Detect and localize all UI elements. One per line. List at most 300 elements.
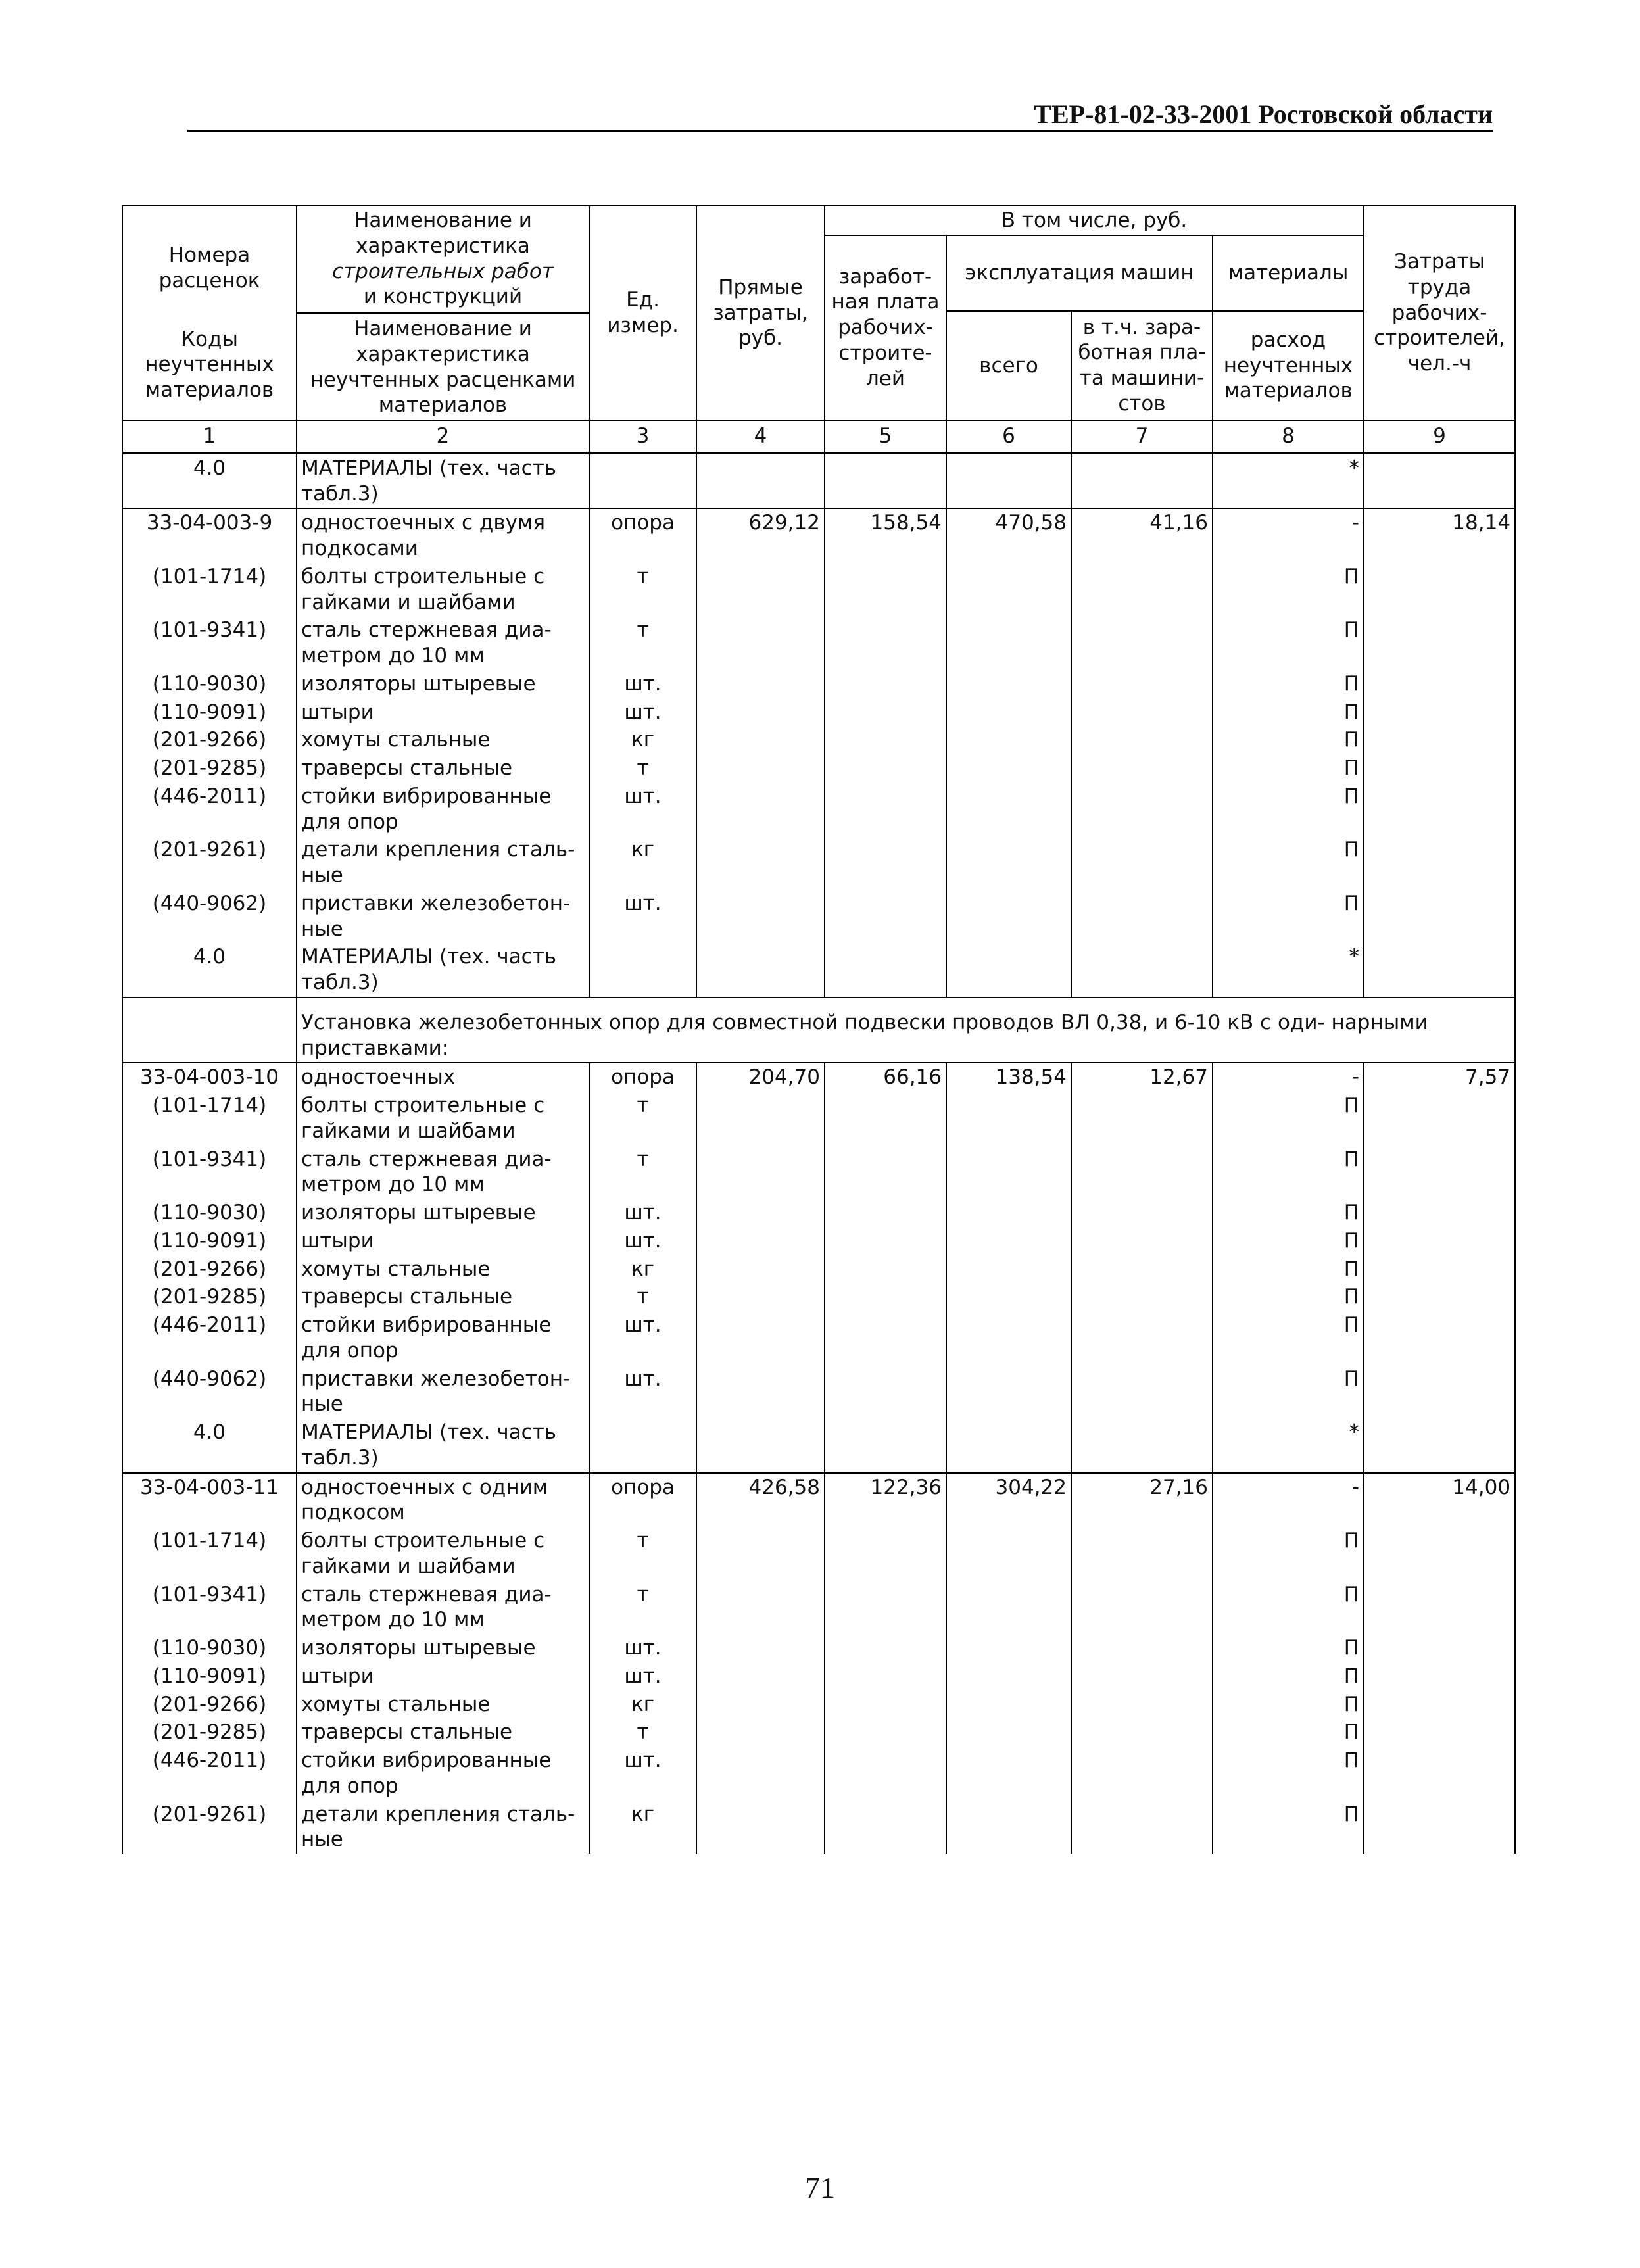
row-direct-cost <box>696 670 825 698</box>
row-materials: П <box>1213 1227 1364 1255</box>
row-labor: 7,57 <box>1364 1063 1515 1092</box>
row-name: приставки железобетон- ные <box>297 1365 589 1419</box>
row-unit: шт. <box>589 783 696 836</box>
header-labor: Затраты труда рабочих- строителей, чел.-ч <box>1364 206 1515 420</box>
header-machines-wages: в т.ч. зара- ботная пла- та машини- стов <box>1071 311 1213 420</box>
row-direct-cost <box>696 1283 825 1311</box>
table-row <box>122 1146 1515 1199</box>
row-wages: 122,36 <box>825 1473 946 1528</box>
row-machines-total <box>946 1634 1071 1662</box>
row-code: (201-9285) <box>122 754 297 783</box>
row-unit: т <box>589 1527 696 1581</box>
row-machines-total <box>946 1418 1071 1473</box>
row-code: (201-9266) <box>122 726 297 754</box>
row-unit: шт. <box>589 1227 696 1255</box>
row-direct-cost <box>696 890 825 944</box>
row-labor <box>1364 754 1515 783</box>
row-materials: П <box>1213 1800 1364 1854</box>
row-name: хомуты стальные <box>297 726 589 754</box>
row-machines-total <box>946 1662 1071 1691</box>
table-row <box>122 1092 1515 1146</box>
column-number: 7 <box>1071 420 1213 453</box>
row-name: сталь стержневая диа- метром до 10 мм <box>297 1581 589 1635</box>
table-row <box>122 1581 1515 1635</box>
row-wages <box>825 563 946 617</box>
row-materials: П <box>1213 1255 1364 1284</box>
row-code: (446-2011) <box>122 1311 297 1365</box>
row-labor <box>1364 1634 1515 1662</box>
row-direct-cost <box>696 1311 825 1365</box>
row-machines-wages <box>1071 698 1213 727</box>
row-unit: т <box>589 754 696 783</box>
header-rule <box>187 130 1493 132</box>
row-unit: т <box>589 1718 696 1747</box>
row-code: (101-9341) <box>122 616 297 670</box>
row-name: МАТЕРИАЛЫ (тех. часть табл.3) <box>297 943 589 998</box>
row-direct-cost <box>696 616 825 670</box>
row-unit: шт. <box>589 670 696 698</box>
table-row <box>122 1365 1515 1419</box>
row-machines-total <box>946 783 1071 836</box>
row-machines-wages <box>1071 754 1213 783</box>
section-title: Установка железобетонных опор для совместной подвески проводов ВЛ 0,38, и 6-10 кВ с оди- нарными приставками: <box>297 998 1515 1063</box>
row-name: сталь стержневая диа- метром до 10 мм <box>297 1146 589 1199</box>
row-code: 33-04-003-11 <box>122 1473 297 1528</box>
row-machines-wages <box>1071 1365 1213 1419</box>
row-code: 4.0 <box>122 453 297 509</box>
row-machines-total <box>946 1365 1071 1419</box>
row-machines-total: 138,54 <box>946 1063 1071 1092</box>
row-unit: опора <box>589 508 696 563</box>
header-materials-sub: расход неучтенных материалов <box>1213 311 1364 420</box>
row-machines-wages <box>1071 1634 1213 1662</box>
row-name: штыри <box>297 698 589 727</box>
row-materials: П <box>1213 836 1364 890</box>
row-labor: 14,00 <box>1364 1473 1515 1528</box>
row-materials: П <box>1213 1634 1364 1662</box>
header-unit: Ед. измер. <box>589 206 696 420</box>
column-number: 1 <box>122 420 297 453</box>
row-materials: П <box>1213 1691 1364 1719</box>
table-row <box>122 726 1515 754</box>
row-machines-wages <box>1071 453 1213 509</box>
row-direct-cost <box>696 754 825 783</box>
row-machines-wages <box>1071 1146 1213 1199</box>
table-row <box>122 890 1515 944</box>
row-materials: П <box>1213 616 1364 670</box>
row-unit <box>589 453 696 509</box>
row-materials: П <box>1213 1283 1364 1311</box>
row-direct-cost <box>696 1146 825 1199</box>
row-wages <box>825 890 946 944</box>
row-name: болты строительные с гайками и шайбами <box>297 1092 589 1146</box>
row-name: штыри <box>297 1227 589 1255</box>
row-machines-wages <box>1071 1747 1213 1800</box>
row-machines-total <box>946 754 1071 783</box>
row-unit: кг <box>589 1255 696 1284</box>
row-labor <box>1364 1662 1515 1691</box>
row-wages <box>825 1227 946 1255</box>
row-name: детали крепления сталь- ные <box>297 1800 589 1854</box>
row-direct-cost <box>696 1662 825 1691</box>
row-labor <box>1364 1255 1515 1284</box>
row-wages <box>825 754 946 783</box>
section-spacer <box>122 998 297 1063</box>
row-code: (101-9341) <box>122 1581 297 1635</box>
column-number: 3 <box>589 420 696 453</box>
row-machines-wages: 41,16 <box>1071 508 1213 563</box>
row-unit: т <box>589 1581 696 1635</box>
row-machines-wages <box>1071 1418 1213 1473</box>
row-materials: П <box>1213 1199 1364 1227</box>
column-number: 2 <box>297 420 589 453</box>
table-row <box>122 453 1515 509</box>
table-row <box>122 616 1515 670</box>
row-direct-cost <box>696 726 825 754</box>
row-wages <box>825 783 946 836</box>
row-machines-total <box>946 726 1071 754</box>
row-machines-total <box>946 1718 1071 1747</box>
row-name: штыри <box>297 1662 589 1691</box>
row-machines-total <box>946 1311 1071 1365</box>
row-code: 4.0 <box>122 943 297 998</box>
row-wages <box>825 1283 946 1311</box>
row-machines-wages <box>1071 1199 1213 1227</box>
row-wages <box>825 1527 946 1581</box>
row-direct-cost <box>696 783 825 836</box>
row-code: (101-1714) <box>122 1527 297 1581</box>
row-materials: * <box>1213 453 1364 509</box>
row-code: (101-1714) <box>122 563 297 617</box>
row-machines-wages <box>1071 1311 1213 1365</box>
row-unit: т <box>589 1146 696 1199</box>
row-labor <box>1364 1146 1515 1199</box>
row-unit: шт. <box>589 1662 696 1691</box>
row-unit: опора <box>589 1473 696 1528</box>
row-machines-total <box>946 836 1071 890</box>
header-wages: заработ- ная плата рабочих- строите- лей <box>825 235 946 420</box>
row-code: (110-9091) <box>122 1227 297 1255</box>
row-wages <box>825 1146 946 1199</box>
running-header: ТЕР-81-02-33-2001 Ростовской области <box>1034 99 1493 129</box>
row-name: МАТЕРИАЛЫ (тех. часть табл.3) <box>297 1418 589 1473</box>
row-direct-cost <box>696 1800 825 1854</box>
row-materials: П <box>1213 698 1364 727</box>
row-machines-total <box>946 1199 1071 1227</box>
row-direct-cost <box>696 1199 825 1227</box>
row-labor <box>1364 616 1515 670</box>
row-code: (110-9091) <box>122 1662 297 1691</box>
row-direct-cost <box>696 698 825 727</box>
row-name: МАТЕРИАЛЫ (тех. часть табл.3) <box>297 453 589 509</box>
row-unit: шт. <box>589 1365 696 1419</box>
header-materials: материалы <box>1213 235 1364 311</box>
row-labor <box>1364 563 1515 617</box>
row-machines-wages <box>1071 1092 1213 1146</box>
row-machines-total <box>946 1092 1071 1146</box>
row-direct-cost: 204,70 <box>696 1063 825 1092</box>
table-row <box>122 1634 1515 1662</box>
row-materials: * <box>1213 943 1364 998</box>
row-unit: шт. <box>589 1199 696 1227</box>
row-machines-total <box>946 1283 1071 1311</box>
row-wages <box>825 1581 946 1635</box>
table-body-second <box>122 1063 1515 1854</box>
row-code: (101-9341) <box>122 1146 297 1199</box>
row-direct-cost <box>696 1527 825 1581</box>
header-col1-top: Номера расценок <box>158 243 260 293</box>
row-direct-cost <box>696 1227 825 1255</box>
table-row <box>122 754 1515 783</box>
row-materials: П <box>1213 1527 1364 1581</box>
row-wages <box>825 836 946 890</box>
row-machines-total <box>946 1146 1071 1199</box>
row-code: (201-9261) <box>122 1800 297 1854</box>
table-row <box>122 1691 1515 1719</box>
row-labor <box>1364 1800 1515 1854</box>
row-materials: П <box>1213 890 1364 944</box>
row-wages <box>825 943 946 998</box>
row-wages <box>825 1691 946 1719</box>
table-row <box>122 670 1515 698</box>
row-machines-total <box>946 1227 1071 1255</box>
header-col2-bottom: Наименование и характеристика неучтенных расценками материалов <box>310 317 576 418</box>
row-machines-total <box>946 453 1071 509</box>
row-code: (201-9285) <box>122 1283 297 1311</box>
row-machines-wages <box>1071 1800 1213 1854</box>
table-row <box>122 1227 1515 1255</box>
row-unit: шт. <box>589 698 696 727</box>
header-direct: Прямые затраты, руб. <box>696 206 825 420</box>
column-number: 6 <box>946 420 1071 453</box>
row-materials: - <box>1213 508 1364 563</box>
row-wages <box>825 1718 946 1747</box>
row-materials: - <box>1213 1473 1364 1528</box>
row-machines-total: 470,58 <box>946 508 1071 563</box>
table-row <box>122 1255 1515 1284</box>
header-machines-total: всего <box>946 311 1071 420</box>
header-codes <box>122 206 297 420</box>
row-unit: кг <box>589 836 696 890</box>
table-row <box>122 1527 1515 1581</box>
row-name: стойки вибрированные для опор <box>297 783 589 836</box>
row-code: 33-04-003-10 <box>122 1063 297 1092</box>
row-direct-cost <box>696 1092 825 1146</box>
row-materials: П <box>1213 1092 1364 1146</box>
row-machines-wages <box>1071 1527 1213 1581</box>
row-labor <box>1364 943 1515 998</box>
column-number: 8 <box>1213 420 1364 453</box>
row-unit: т <box>589 616 696 670</box>
row-code: (201-9285) <box>122 1718 297 1747</box>
row-wages <box>825 1747 946 1800</box>
row-machines-wages <box>1071 1227 1213 1255</box>
row-code: (101-1714) <box>122 1092 297 1146</box>
row-name: изоляторы штыревые <box>297 1634 589 1662</box>
row-wages <box>825 616 946 670</box>
row-code: (201-9261) <box>122 836 297 890</box>
row-direct-cost <box>696 1718 825 1747</box>
row-direct-cost <box>696 1747 825 1800</box>
row-code: (110-9030) <box>122 670 297 698</box>
row-unit: шт. <box>589 1747 696 1800</box>
row-unit: кг <box>589 1800 696 1854</box>
row-code: (110-9030) <box>122 1634 297 1662</box>
row-wages <box>825 670 946 698</box>
header-names <box>297 206 589 420</box>
row-machines-wages <box>1071 1283 1213 1311</box>
row-machines-wages <box>1071 836 1213 890</box>
row-direct-cost <box>696 943 825 998</box>
row-machines-total <box>946 943 1071 998</box>
row-unit <box>589 943 696 998</box>
row-code: (440-9062) <box>122 890 297 944</box>
row-labor <box>1364 670 1515 698</box>
header-col2-line2: характеристика <box>356 233 530 258</box>
row-direct-cost: 629,12 <box>696 508 825 563</box>
row-labor <box>1364 836 1515 890</box>
row-machines-total <box>946 1581 1071 1635</box>
section-row <box>122 998 1515 1063</box>
row-labor <box>1364 1365 1515 1419</box>
row-labor <box>1364 1311 1515 1365</box>
row-materials: П <box>1213 670 1364 698</box>
row-unit: т <box>589 1092 696 1146</box>
column-number: 4 <box>696 420 825 453</box>
row-name: изоляторы штыревые <box>297 1199 589 1227</box>
row-name: одностоечных с одним подкосом <box>297 1473 589 1528</box>
row-machines-total <box>946 563 1071 617</box>
row-materials: - <box>1213 1063 1364 1092</box>
table-row <box>122 943 1515 998</box>
table-row <box>122 1800 1515 1854</box>
table-row <box>122 508 1515 563</box>
row-labor <box>1364 1527 1515 1581</box>
row-machines-total <box>946 616 1071 670</box>
row-machines-total <box>946 890 1071 944</box>
row-machines-wages <box>1071 670 1213 698</box>
table-header <box>122 206 1515 453</box>
row-wages <box>825 726 946 754</box>
row-wages <box>825 1800 946 1854</box>
row-code: (110-9030) <box>122 1199 297 1227</box>
section-block <box>122 998 1515 1063</box>
row-materials: П <box>1213 1662 1364 1691</box>
row-code: 33-04-003-9 <box>122 508 297 563</box>
row-labor <box>1364 890 1515 944</box>
row-labor <box>1364 1691 1515 1719</box>
row-name: одностоечных <box>297 1063 589 1092</box>
table-row <box>122 1418 1515 1473</box>
row-name: траверсы стальные <box>297 754 589 783</box>
row-machines-wages <box>1071 1718 1213 1747</box>
row-wages <box>825 1662 946 1691</box>
row-machines-wages: 27,16 <box>1071 1473 1213 1528</box>
row-wages: 66,16 <box>825 1063 946 1092</box>
row-labor <box>1364 1283 1515 1311</box>
row-machines-wages <box>1071 726 1213 754</box>
row-direct-cost <box>696 1255 825 1284</box>
row-direct-cost: 426,58 <box>696 1473 825 1528</box>
row-unit: опора <box>589 1063 696 1092</box>
row-wages <box>825 698 946 727</box>
row-wages <box>825 1634 946 1662</box>
row-machines-wages <box>1071 783 1213 836</box>
table-row <box>122 563 1515 617</box>
row-labor <box>1364 1718 1515 1747</box>
row-machines-total <box>946 1255 1071 1284</box>
row-labor <box>1364 1092 1515 1146</box>
column-number: 9 <box>1364 420 1515 453</box>
row-unit: т <box>589 563 696 617</box>
row-labor <box>1364 453 1515 509</box>
table-row <box>122 698 1515 727</box>
page-number: 71 <box>805 2171 835 2204</box>
row-direct-cost <box>696 836 825 890</box>
row-name: одностоечных с двумя подкосами <box>297 508 589 563</box>
row-code: (440-9062) <box>122 1365 297 1419</box>
table-row <box>122 836 1515 890</box>
row-name: приставки железобетон- ные <box>297 890 589 944</box>
row-name: изоляторы штыревые <box>297 670 589 698</box>
row-machines-total <box>946 698 1071 727</box>
row-wages <box>825 1311 946 1365</box>
header-incl: В том числе, руб. <box>825 206 1364 235</box>
header-machines: эксплуатация машин <box>946 235 1213 311</box>
row-direct-cost <box>696 453 825 509</box>
table-row <box>122 1311 1515 1365</box>
row-direct-cost <box>696 1581 825 1635</box>
row-name: детали крепления сталь- ные <box>297 836 589 890</box>
header-col2-line3: строительных работ <box>332 259 554 283</box>
table-row <box>122 1662 1515 1691</box>
row-unit <box>589 1418 696 1473</box>
header-col2-line4: и конструкций <box>297 284 589 314</box>
row-machines-wages <box>1071 890 1213 944</box>
row-wages <box>825 1255 946 1284</box>
row-materials: П <box>1213 1718 1364 1747</box>
row-name: стойки вибрированные для опор <box>297 1311 589 1365</box>
row-name: сталь стержневая диа- метром до 10 мм <box>297 616 589 670</box>
row-wages <box>825 1092 946 1146</box>
row-direct-cost <box>696 1634 825 1662</box>
row-wages <box>825 453 946 509</box>
row-unit: кг <box>589 726 696 754</box>
row-unit: шт. <box>589 890 696 944</box>
row-name: траверсы стальные <box>297 1718 589 1747</box>
row-unit: шт. <box>589 1634 696 1662</box>
row-name: хомуты стальные <box>297 1255 589 1284</box>
row-materials: П <box>1213 1311 1364 1365</box>
row-machines-wages <box>1071 1255 1213 1284</box>
row-labor: 18,14 <box>1364 508 1515 563</box>
row-code: 4.0 <box>122 1418 297 1473</box>
row-direct-cost <box>696 1365 825 1419</box>
row-name: траверсы стальные <box>297 1283 589 1311</box>
row-labor <box>1364 1581 1515 1635</box>
row-labor <box>1364 1418 1515 1473</box>
column-number: 5 <box>825 420 946 453</box>
row-materials: * <box>1213 1418 1364 1473</box>
row-labor <box>1364 1227 1515 1255</box>
row-materials: П <box>1213 754 1364 783</box>
row-name: болты строительные с гайками и шайбами <box>297 1527 589 1581</box>
row-materials: П <box>1213 1747 1364 1800</box>
table-row <box>122 1473 1515 1528</box>
table-row <box>122 1063 1515 1092</box>
row-direct-cost <box>696 563 825 617</box>
row-wages <box>825 1199 946 1227</box>
